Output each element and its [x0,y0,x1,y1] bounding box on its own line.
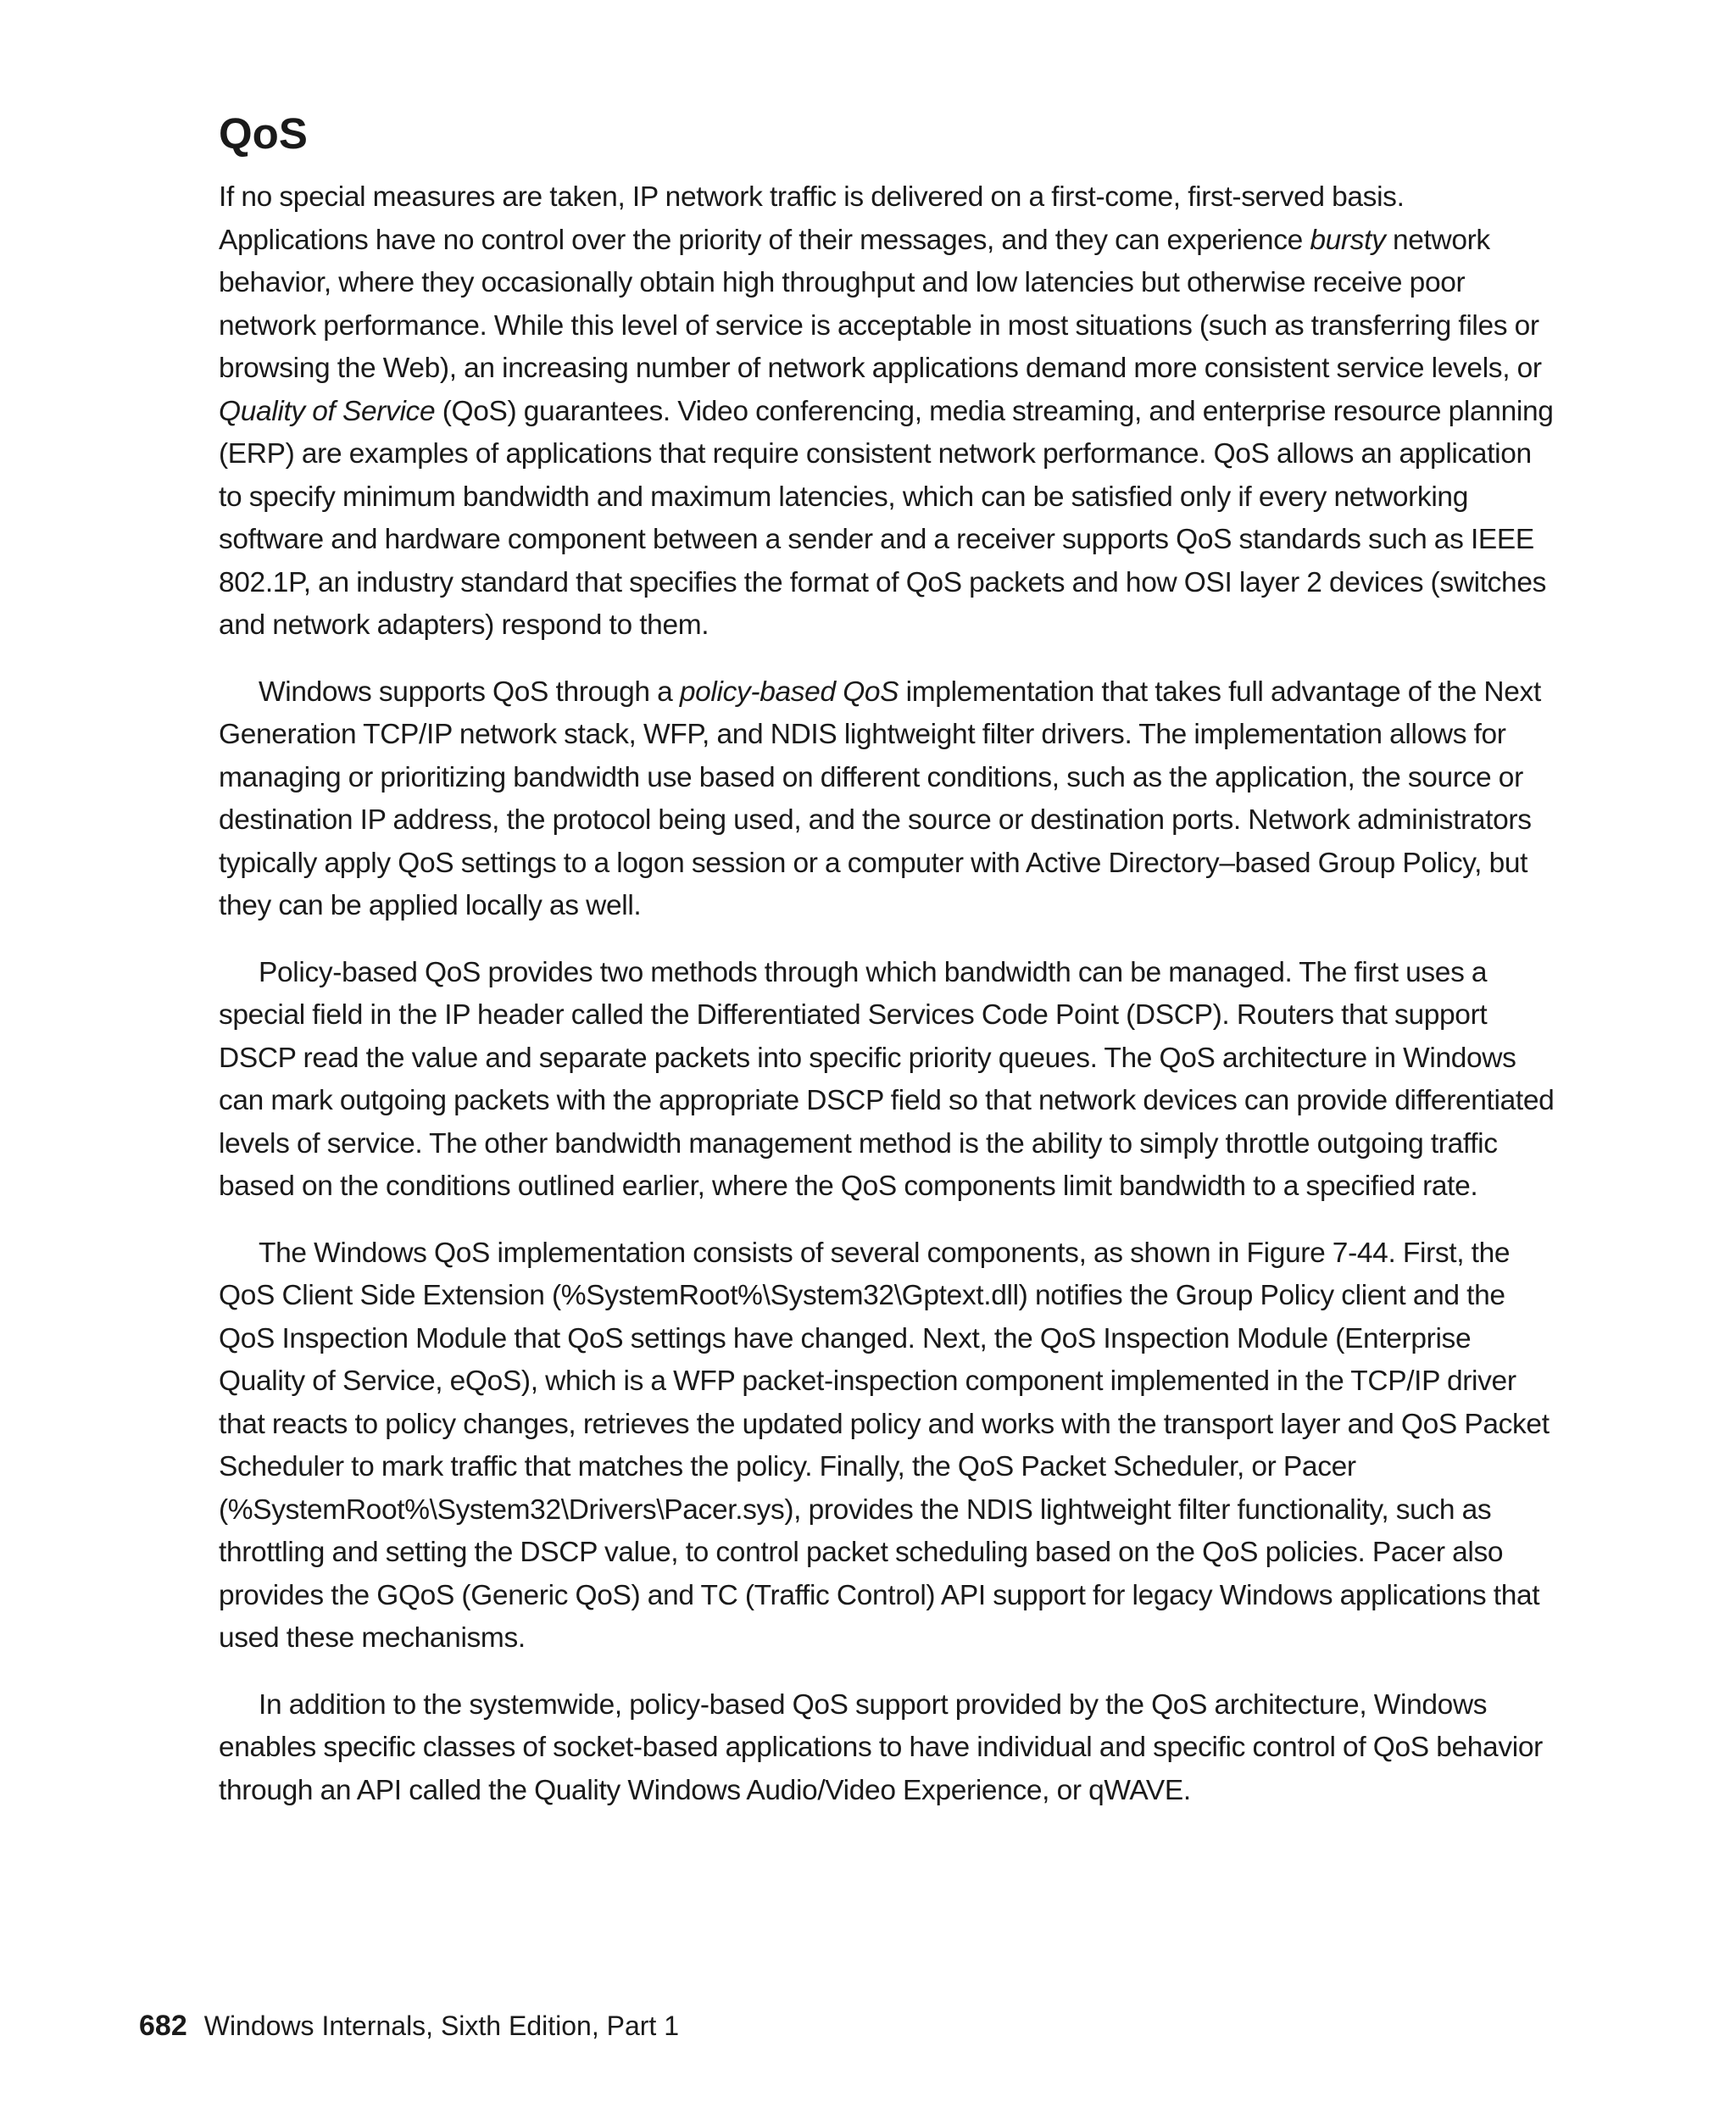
paragraph-4: The Windows QoS implementation consists of several components, as shown in Figure 7-44. First, the QoS Client Side Extension (%SystemRoot%\System32\Gptext.dll) notifies the Group Policy client and the QoS Inspection Module that QoS settings have changed. Next, the QoS Inspection Module (Enterprise Quality of Service, eQoS), which is a WFP packet-inspection component implemented in the TCP/IP driver that reacts to policy changes, retrieves the updated policy and works with the transport layer and QoS Packet Scheduler to mark traffic that matches the policy. Finally, the QoS Packet Scheduler, or Pacer (%SystemRoot%\System32\Drivers\Pacer.sys), provides the NDIS lightweight filter functionality, such as throttling and setting the DSCP value, to control packet scheduling based on the QoS policies. Pacer also provides the GQoS (Generic QoS) and TC (Traffic Control) API support for legacy Windows applications that used these mechanisms. [219,1237,1550,1654]
paragraph-1-text-c: (QoS) guarantees. Video conferencing, media streaming, and enterprise resource planning (ERP) are examples of applications that require consistent network performance. QoS allows an application to specify minimum bandwidth and maximum latencies, which can be satisfied only if every networking software and hardware component between a sender and a receiver supports QoS standards such as IEEE 802.1P, an industry standard that specifies the format of QoS packets and how OSI layer 2 devices (switches and network adapters) respond to them. [219,395,1554,641]
term-policy-based-qos: policy-based QoS [679,676,899,708]
page-footer [139,2009,679,2043]
paragraph-1-text-a: If no special measures are taken, IP network traffic is delivered on a first-come, first-served basis. Applications have no control over the priority of their messages, and they can experience [219,181,1405,256]
paragraph-3: Policy-based QoS provides two methods through which bandwidth can be managed. The first uses a special field in the IP header called the Differentiated Services Code Point (DSCP). Routers that support DSCP read the value and separate packets into specific priority queues. The QoS architecture in Windows can mark outgoing packets with the appropriate DSCP field so that network devices can provide differentiated levels of service. The other bandwidth management method is the ability to simply throttle outgoing traffic based on the conditions outlined earlier, where the QoS components limit bandwidth to a specified rate. [219,956,1555,1202]
page-number: 682 [139,2010,187,2042]
term-quality-of-service: Quality of Service [219,395,436,427]
paragraph-2-text-b: implementation that takes full advantage of the Next Generation TCP/IP network stack, WFP, and NDIS lightweight filter drivers. The implementation allows for managing or prioritizing bandwidth use based on different conditions, such as the application, the source or destination IP address, the protocol being used, and the source or destination ports. Network administrators typically apply QoS settings to a logon session or a computer with Active Directory–based Group Policy, but they can be applied locally as well. [219,676,1541,921]
term-bursty: bursty [1310,224,1386,256]
paragraph-1-text-b: network behavior, where they occasionally obtain high throughput and low latencies but otherwise receive poor network performance. While this level of service is acceptable in most situations (such as transferring files or browsing the Web), an increasing number of network applications demand more consistent service levels, or [219,224,1542,384]
paragraph-5: In addition to the systemwide, policy-based QoS support provided by the QoS architecture, Windows enables specific classes of socket-based applications to have individual and specific control of QoS behavior through an API called the Quality Windows Audio/Video Experience, or qWAVE. [219,1688,1543,1806]
paragraph-2-text-a: Windows supports QoS through a [259,676,680,708]
paragraph-1 [219,176,1558,648]
section-heading: QoS [219,109,308,158]
paragraph-2 [219,671,1558,928]
body-text [219,176,1558,1836]
book-title: Windows Internals, Sixth Edition, Part 1 [203,2011,679,2041]
